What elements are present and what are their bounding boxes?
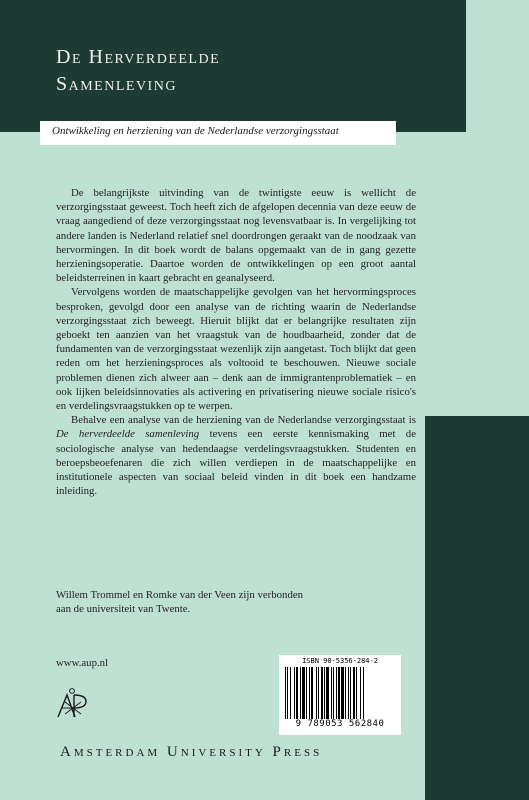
blurb-paragraph-2: Vervolgens worden de maatschappelijke gevolgen van het hervormingsproces besproken, gevolgd door een analyse van de richting waarin de Nederlandse verzorgingsstaat zich beweegt. Hieruit blijkt dat er belangrijke resultaten zijn geboekt ten aanzien van het vraagstuk van de houdbaarheid, zonder dat de fundamenten van de verzorgingsstaat wezenlijk zijn aangetast. Toch blijkt dat geen reden om het herzieningsproces als voltooid te beschouwen. Nieuwe sociale problemen dienen zich alweer aan – denk aan de immigrantenproblematiek – en ook lijken beleidsinnovaties als activering en privatisering nieuwe sociale risico's en verdelingsvraagstukken op te werpen. bbox=[56, 286, 416, 413]
author-info: Willem Trommel en Romke van der Veen zijn verbonden aan de universiteit van Twente. bbox=[56, 589, 304, 616]
title-line-2: Samenleving bbox=[56, 73, 177, 95]
aup-logo bbox=[53, 686, 93, 720]
ean-number: 9 789053 562840 bbox=[295, 719, 385, 729]
barcode-bars bbox=[285, 667, 395, 719]
decorative-block bbox=[425, 416, 529, 800]
blurb bbox=[56, 186, 416, 498]
title-line-1: De Herverdeelde bbox=[56, 46, 221, 68]
book-title-inline: De herverdeelde samenleving bbox=[56, 428, 200, 441]
website-link[interactable]: www.aup.nl bbox=[56, 657, 109, 669]
blurb-paragraph-1: De belangrijkste uitvinding van de twintigste eeuw is wellicht de verzorgingsstaat geweest. Toch heeft zich de afgelopen decennia van deze eeuw de vraag aangediend of deze verzorgingsstaat nog levensvatbaar is. In vergelijking tot andere landen is Nederland relatief snel doordrongen geraakt van de noodzaak van hervormingen. In dit boek wordt de balans opgemaakt van de in gang gezette herzieningsoperatie. Daartoe worden de ontwikkelingen op een groot aantal beleidsterreinen in kaart gebracht en geanalyseerd. bbox=[56, 187, 416, 285]
book-title bbox=[56, 44, 220, 98]
publisher-name: Amsterdam University Press bbox=[60, 744, 323, 760]
barcode bbox=[279, 655, 401, 735]
blurb-paragraph-3: Behalve een analyse van de herziening van de Nederlandse verzorgingsstaat is De herverdeelde samenleving tevens een eerste kennismaking met de sociologische analyse van hedendaagse verdelingsvraagstukken. Studenten en beroepsbeoefenaren die zich willen verdiepen in de maatschappelijke en institutionele aspecten van sociaal beleid vinden in dit boek een handzame inleiding. bbox=[56, 414, 416, 498]
isbn-text: ISBN 90-5356-284-2 bbox=[302, 657, 378, 665]
book-subtitle: Ontwikkeling en herziening van de Nederlandse verzorgingsstaat bbox=[52, 125, 339, 137]
